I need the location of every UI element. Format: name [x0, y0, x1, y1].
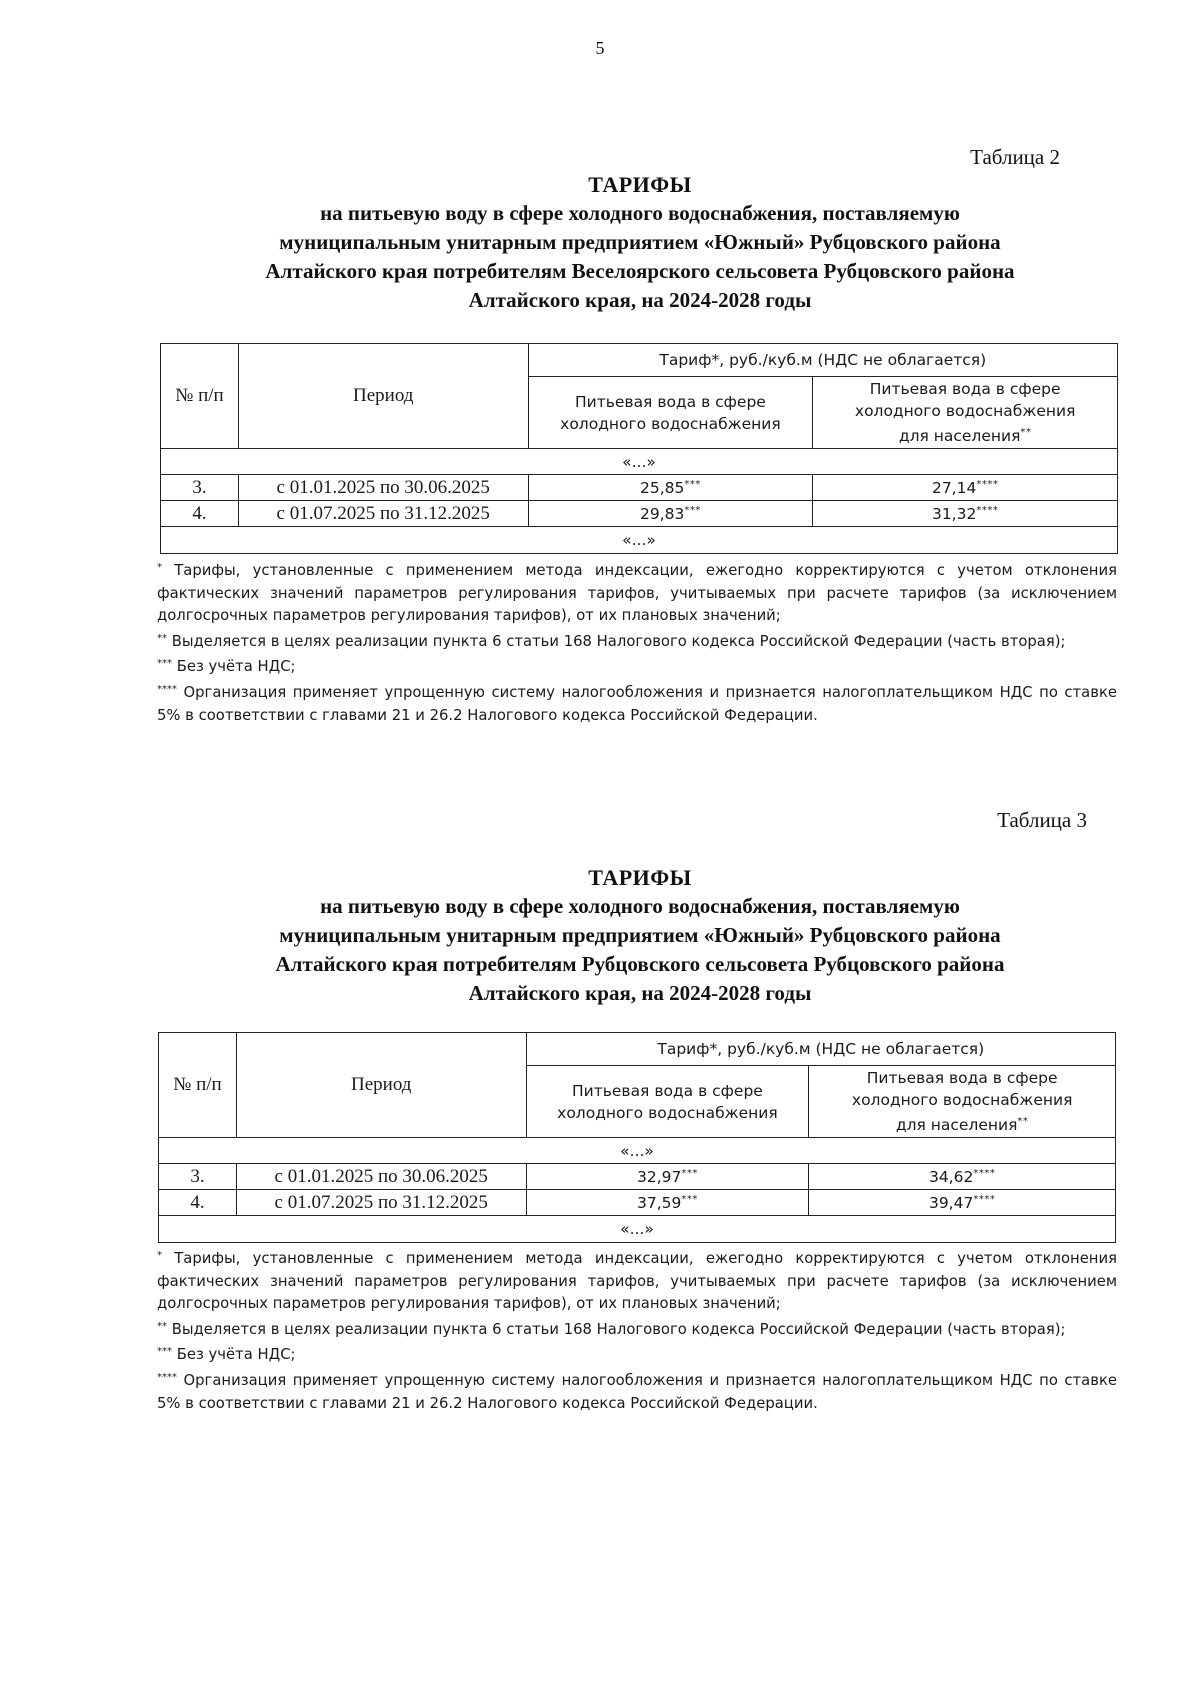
- tariff-table: [160, 343, 1118, 554]
- ellipsis-row: «...»: [161, 527, 1118, 554]
- footnote: * Тарифы, установленные с применением метода индексации, ежегодно корректируются с учетом отклонения фактических значений параметров регулирования тарифов, учитываемых при расчете тарифов (за исключением долгосрочных параметров регулирования тарифов), от их плановых значений;: [157, 1250, 1117, 1313]
- heading-line: Алтайского края потребителям Веселоярского сельсовета Рубцовского района: [265, 259, 1015, 283]
- heading-title: ТАРИФЫ: [588, 865, 692, 890]
- heading-title: ТАРИФЫ: [588, 172, 692, 197]
- table-heading: [160, 170, 1120, 315]
- header-period: Период: [236, 1033, 526, 1138]
- header-col-drinking-water: Питьевая вода в сфере холодного водоснабжения: [528, 377, 813, 449]
- footnotes: [157, 1245, 1117, 1415]
- header-col-drinking-water: Питьевая вода в сфере холодного водоснабжения: [526, 1066, 809, 1138]
- table-label: Таблица 2: [970, 145, 1060, 169]
- row-num: 3.: [159, 1164, 237, 1190]
- footnote: **** Организация применяет упрощенную систему налогообложения и признается налогоплательщиком НДС по ставке 5% в соответствии с главами 21 и 26.2 Налогового кодекса Российской Федерации.: [157, 1371, 1117, 1412]
- table-row: [161, 475, 1118, 501]
- heading-line: Алтайского края, на 2024-2028 годы: [468, 981, 812, 1005]
- table-row: [161, 501, 1118, 527]
- footnotes: [157, 557, 1117, 727]
- table-label: Таблица 3: [997, 808, 1087, 832]
- heading-line: на питьевую воду в сфере холодного водоснабжения, поставляемую: [320, 201, 960, 225]
- heading-line: Алтайского края, на 2024-2028 годы: [468, 288, 812, 312]
- row-value-general: 32,97***: [526, 1164, 809, 1190]
- row-value-general: 37,59***: [526, 1190, 809, 1216]
- footnote: **** Организация применяет упрощенную систему налогообложения и признается налогоплательщиком НДС по ставке 5% в соответствии с главами 21 и 26.2 Налогового кодекса Российской Федерации.: [157, 683, 1117, 724]
- header-col-drinking-water-population: Питьевая вода в сфере холодного водоснабжения для населения**: [809, 1066, 1116, 1138]
- ellipsis-row: «...»: [159, 1138, 1116, 1164]
- heading-line: муниципальным унитарным предприятием «Южный» Рубцовского района: [279, 230, 1001, 254]
- heading-line: Алтайского края потребителям Рубцовского сельсовета Рубцовского района: [275, 952, 1005, 976]
- row-num: 4.: [161, 501, 239, 527]
- header-period: Период: [238, 344, 528, 449]
- header-tariff-group: Тариф*, руб./куб.м (НДС не облагается): [526, 1033, 1115, 1066]
- ellipsis-row: «...»: [161, 449, 1118, 475]
- row-period: с 01.07.2025 по 31.12.2025: [236, 1190, 526, 1216]
- row-period: с 01.01.2025 по 30.06.2025: [238, 475, 528, 501]
- header-num: № п/п: [161, 344, 239, 449]
- table-heading: [160, 863, 1120, 1008]
- tariff-table: [158, 1032, 1116, 1243]
- table-row: [159, 1190, 1116, 1216]
- row-value-population: 27,14****: [813, 475, 1118, 501]
- heading-line: на питьевую воду в сфере холодного водоснабжения, поставляемую: [320, 894, 960, 918]
- row-num: 4.: [159, 1190, 237, 1216]
- footnote: *** Без учёта НДС;: [157, 1346, 296, 1364]
- row-value-population: 31,32****: [813, 501, 1118, 527]
- header-tariff-group: Тариф*, руб./куб.м (НДС не облагается): [528, 344, 1117, 377]
- footnote: ** Выделяется в целях реализации пункта 6 статьи 168 Налогового кодекса Российской Федерации (часть вторая);: [157, 1320, 1066, 1338]
- footnote: * Тарифы, установленные с применением метода индексации, ежегодно корректируются с учетом отклонения фактических значений параметров регулирования тарифов, учитываемых при расчете тарифов (за исключением долгосрочных параметров регулирования тарифов), от их плановых значений;: [157, 562, 1117, 625]
- page-number: 5: [595, 38, 605, 58]
- row-value-general: 25,85***: [528, 475, 813, 501]
- row-value-general: 29,83***: [528, 501, 813, 527]
- ellipsis-row: «...»: [159, 1216, 1116, 1243]
- footnote: *** Без учёта НДС;: [157, 658, 296, 676]
- heading-line: муниципальным унитарным предприятием «Южный» Рубцовского района: [279, 923, 1001, 947]
- row-num: 3.: [161, 475, 239, 501]
- header-num: № п/п: [159, 1033, 237, 1138]
- row-value-population: 39,47****: [809, 1190, 1116, 1216]
- row-value-population: 34,62****: [809, 1164, 1116, 1190]
- header-col-drinking-water-population: Питьевая вода в сфере холодного водоснабжения для населения**: [813, 377, 1118, 449]
- table-row: [159, 1164, 1116, 1190]
- footnote: ** Выделяется в целях реализации пункта 6 статьи 168 Налогового кодекса Российской Федерации (часть вторая);: [157, 632, 1066, 650]
- row-period: с 01.01.2025 по 30.06.2025: [236, 1164, 526, 1190]
- row-period: с 01.07.2025 по 31.12.2025: [238, 501, 528, 527]
